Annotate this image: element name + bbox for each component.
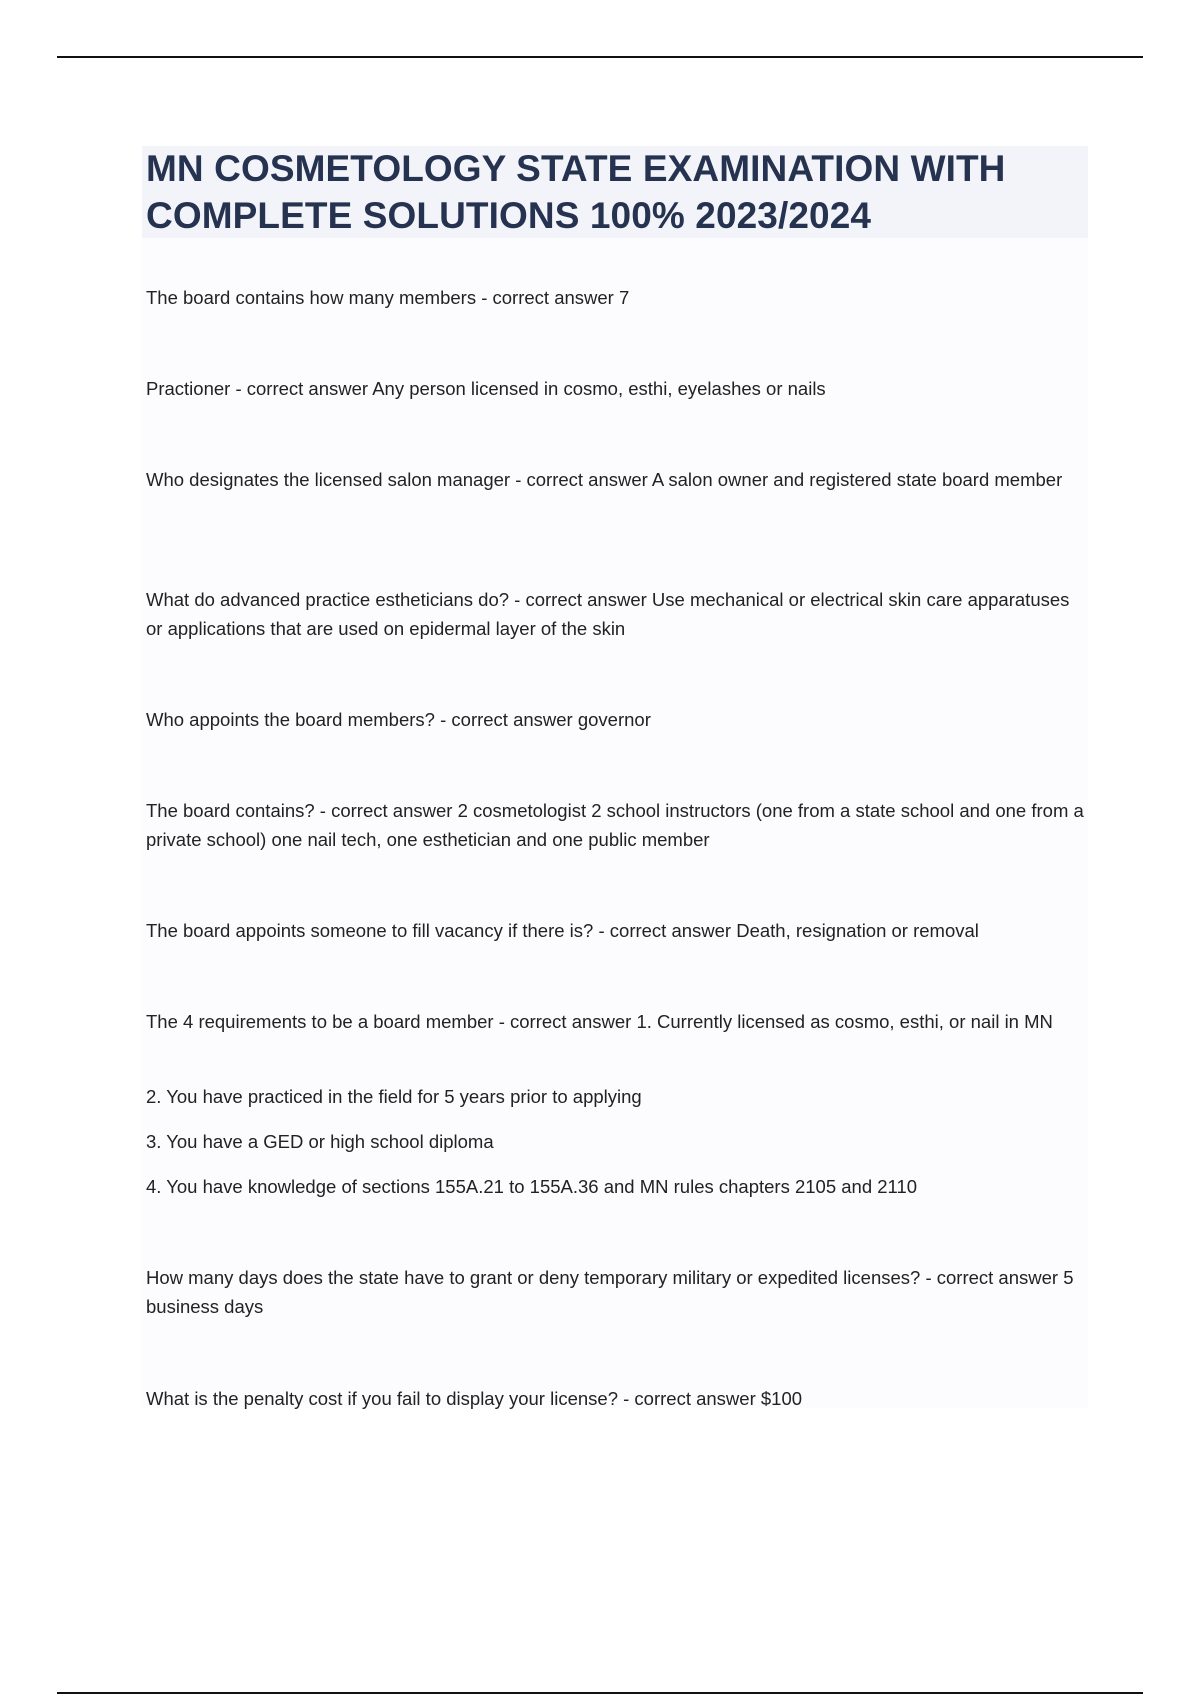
qa-item-advanced-estheticians: What do advanced practice estheticians do? - correct answer Use mechanical or electrical skin care apparatuses or applications that are used on epidermal layer of the skin [146, 589, 1070, 639]
qa-item-board-composition: The board contains? - correct answer 2 cosmetologist 2 school instructors (one from a state school and one from a private school) one nail tech, one esthetician and one public member [146, 800, 1084, 850]
header-rule [57, 56, 1143, 58]
qa-item-board-appointment: Who appoints the board members? - correct answer governor [146, 709, 651, 730]
document-title: MN COSMETOLOGY STATE EXAMINATION WITH COMPLETE SOLUTIONS 100% 2023/2024 [146, 148, 1006, 236]
qa-item-vacancy: The board appoints someone to fill vacancy if there is? - correct answer Death, resignation or removal [146, 920, 979, 941]
footer-rule [57, 1692, 1143, 1694]
requirement-item-4: 4. You have knowledge of sections 155A.21 to 155A.36 and MN rules chapters 2105 and 2110 [146, 1176, 918, 1197]
requirement-item-2: 2. You have practiced in the field for 5 years prior to applying [146, 1086, 642, 1107]
qa-item-salon-manager: Who designates the licensed salon manager - correct answer A salon owner and registered state board member [146, 469, 1063, 490]
qa-item-practitioner: Practioner - correct answer Any person licensed in cosmo, esthi, eyelashes or nails [146, 378, 826, 399]
qa-item-license-days: How many days does the state have to grant or deny temporary military or expedited licenses? - correct answer 5 business days [146, 1267, 1074, 1317]
qa-item-license-penalty: What is the penalty cost if you fail to display your license? - correct answer $100 [146, 1388, 803, 1409]
requirement-item-3: 3. You have a GED or high school diploma [146, 1131, 494, 1152]
qa-item-board-requirements: The 4 requirements to be a board member - correct answer 1. Currently licensed as cosmo, esthi, or nail in MN [146, 1011, 1053, 1032]
qa-item-board-members-count: The board contains how many members - correct answer 7 [146, 287, 630, 308]
